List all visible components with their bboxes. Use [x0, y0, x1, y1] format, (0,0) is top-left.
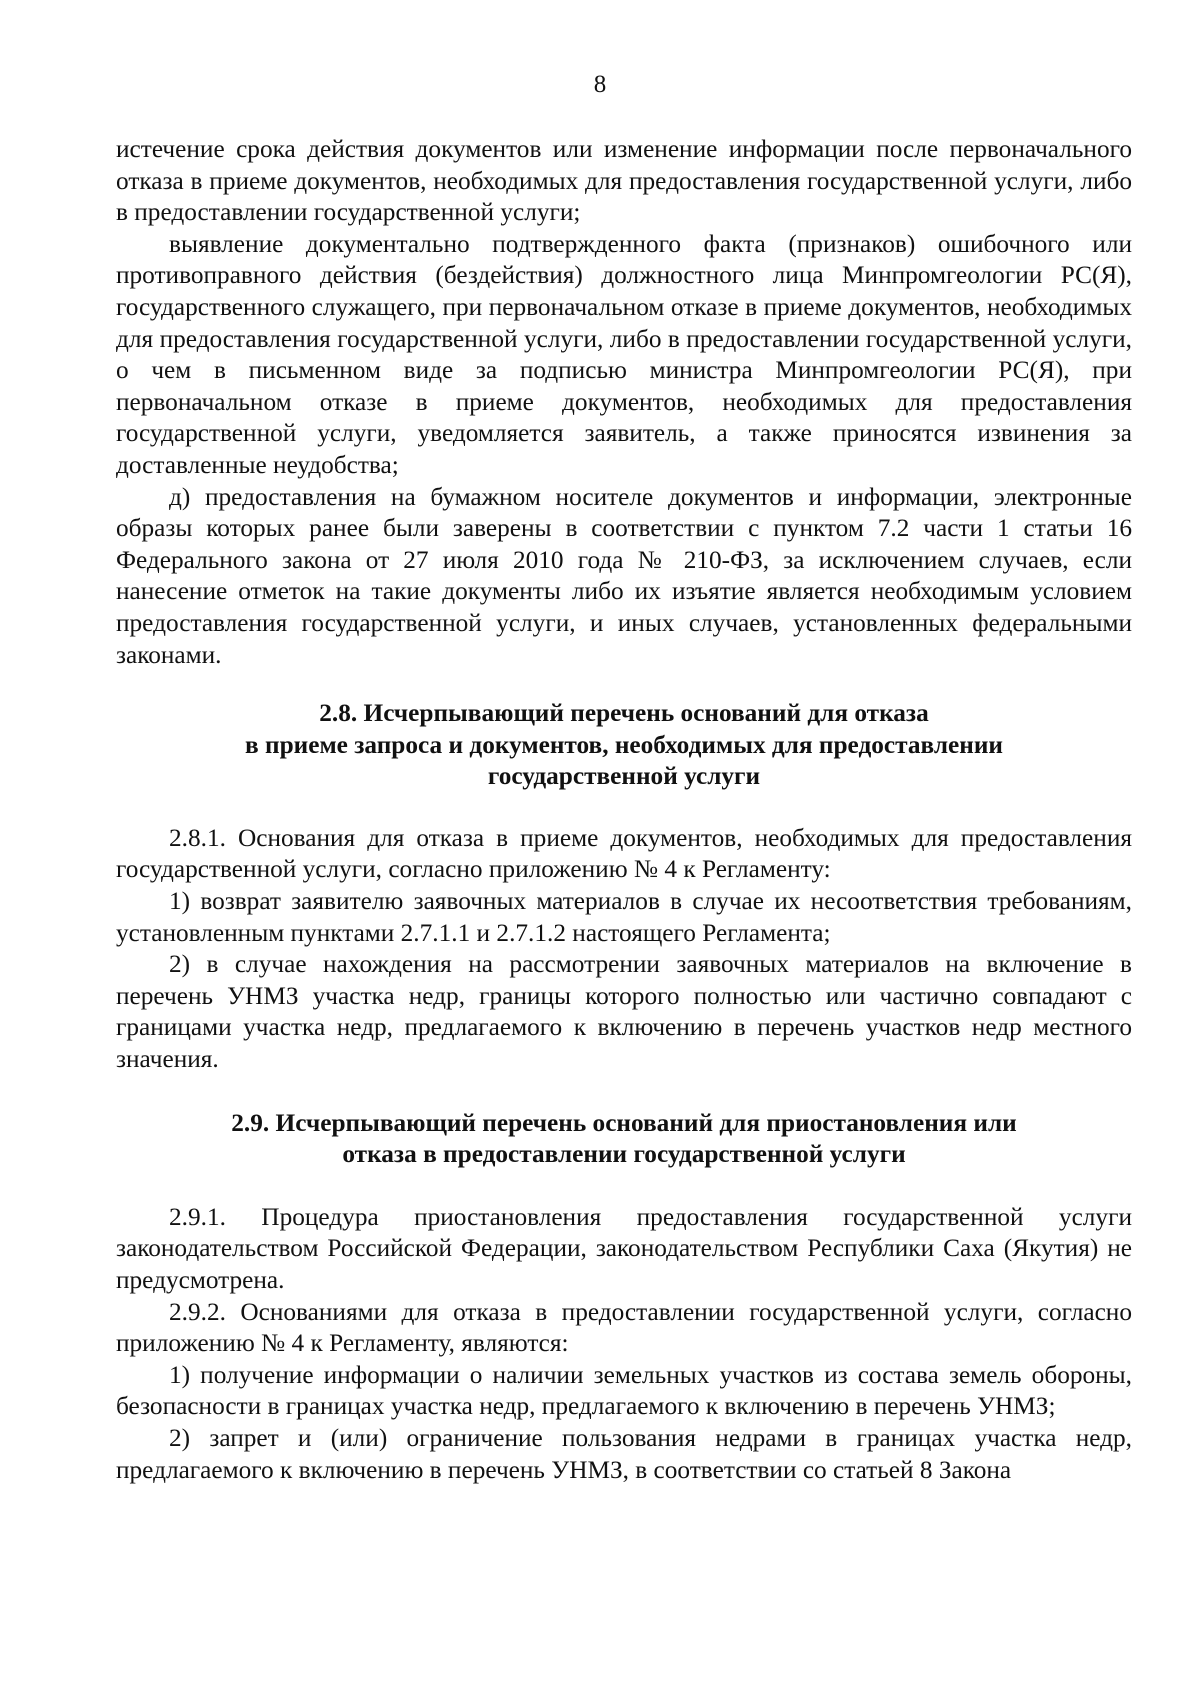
heading-line: 2.8. Исчерпывающий перечень оснований для отказа [319, 699, 929, 728]
paragraph-continuation: истечение срока действия документов или изменение информации после первоначального отказа в приеме документов, необходимых для предоставления государственной услуги, либо в предоставлении государственной услуги; [116, 135, 1132, 227]
paragraph: 2) запрет и (или) ограничение пользования недрами в границах участка недр, предлагаемого к включению в перечень УНМЗ, в соответствии со статьей 8 Закона [116, 1423, 1132, 1484]
paragraph: 2) в случае нахождения на рассмотрении заявочных материалов на включение в перечень УНМЗ участка недр, границы которого полностью или частично совпадают с границами участка недр, предлагаемого к включению в перечень участков недр местного значения. [116, 950, 1132, 1074]
paragraph: 2.9.1. Процедура приостановления предоставления государственной услуги законодательством Российской Федерации, законодательством Республики Саха (Якутия) не предусмотрена. [116, 1202, 1132, 1294]
section-heading-2-9 [116, 1108, 1132, 1171]
paragraph: д) предоставления на бумажном носителе документов и информации, электронные образы которых ранее были заверены в соответствии с пунктом 7.2 части 1 статьи 16 Федерального закона от 27 июля 2010 года № 210-ФЗ, за исключением случаев, если нанесение отметок на такие документы либо их изъятие является необходимым условием предоставления государственной услуги, и иных случаев, установленных федеральными законами. [116, 482, 1132, 669]
paragraph: выявление документально подтвержденного факта (признаков) ошибочного или противоправного действия (бездействия) должностного лица Минпромгеологии РС(Я), государственного служащего, при первоначальном отказе в приеме документов, необходимых для предоставления государственной услуги, либо в предоставлении государственной услуги, о чем в письменном виде за подписью министра Минпромгеологии РС(Я), при первоначальном отказе в приеме документов, необходимых для предоставления государственной услуги, уведомляется заявитель, а также приносятся извинения за доставленные неудобства; [116, 229, 1132, 479]
section-heading-2-8 [116, 698, 1132, 793]
document-body [116, 134, 1132, 1486]
paragraph: 2.8.1. Основания для отказа в приеме документов, необходимых для предоставления государственной услуги, согласно приложению № 4 к Регламенту: [116, 823, 1132, 884]
heading-line: отказа в предоставлении государственной услуги [342, 1140, 906, 1169]
heading-line: 2.9. Исчерпывающий перечень оснований для приостановления или [231, 1108, 1017, 1137]
paragraph: 1) возврат заявителю заявочных материалов в случае их несоответствия требованиям, установленным пунктами 2.7.1.1 и 2.7.1.2 настоящего Регламента; [116, 887, 1132, 947]
paragraph: 2.9.2. Основаниями для отказа в предоставлении государственной услуги, согласно приложению № 4 к Регламенту, являются: [116, 1297, 1132, 1358]
paragraph: 1) получение информации о наличии земельных участков из состава земель обороны, безопасности в границах участка недр, предлагаемого к включению в перечень УНМЗ; [116, 1360, 1132, 1421]
heading-line: в приеме запроса и документов, необходимых для предоставлении [245, 730, 1003, 759]
heading-line: государственной услуги [487, 762, 761, 791]
page-number: 8 [593, 71, 607, 98]
